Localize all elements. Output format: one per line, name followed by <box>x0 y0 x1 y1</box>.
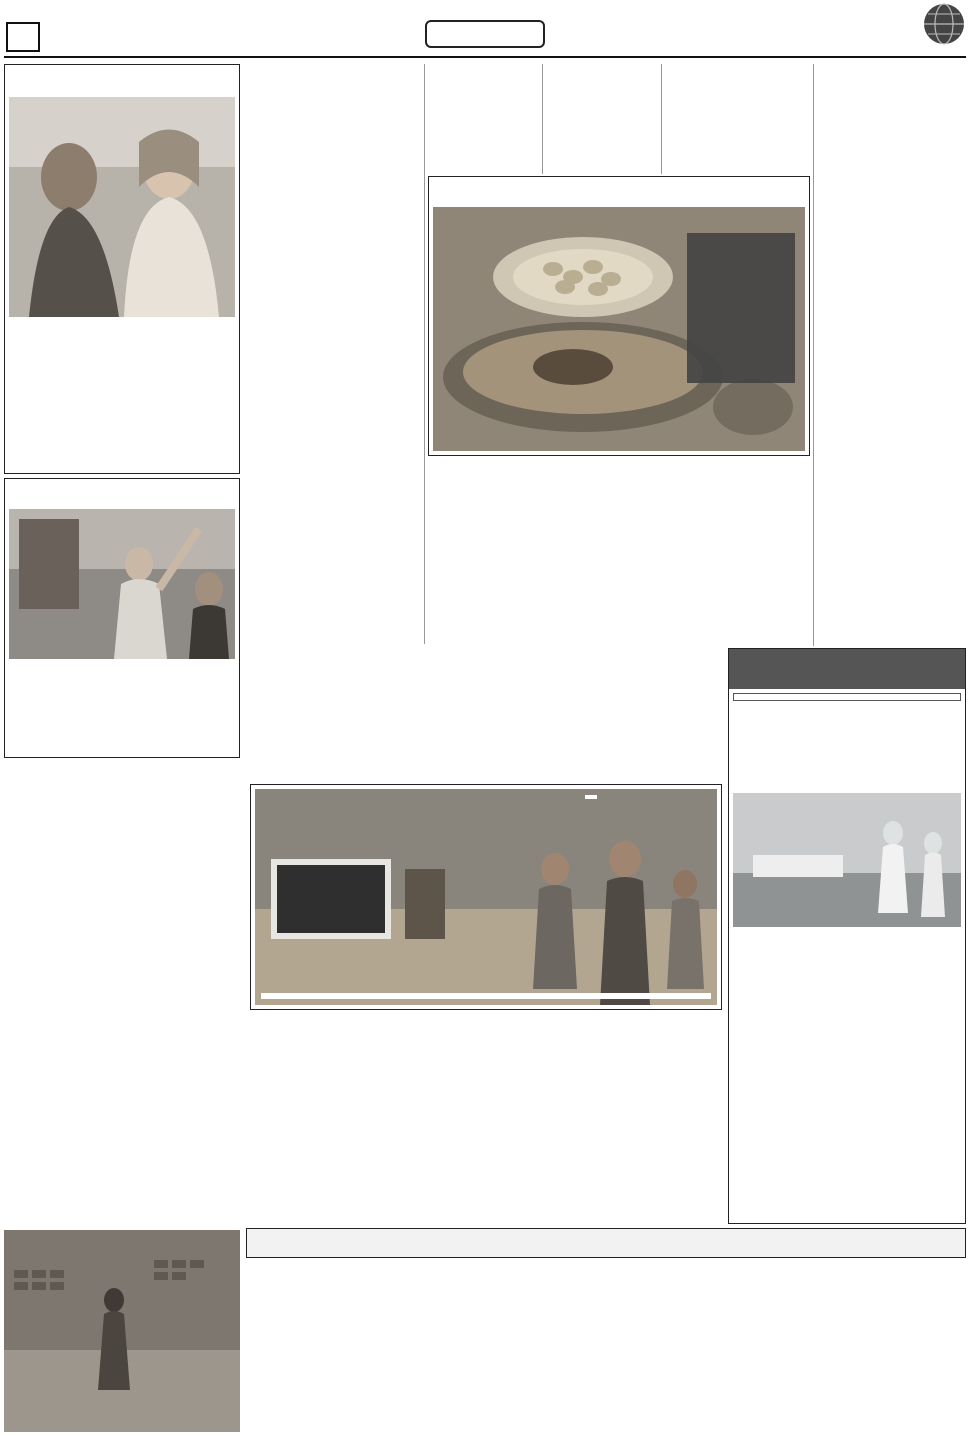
covid-text-1 <box>851 715 959 789</box>
education-title <box>585 795 597 799</box>
covid-box <box>728 648 966 1224</box>
workers-title-bar <box>246 1228 966 1258</box>
newspaper-logo <box>848 2 966 54</box>
covid-title-bar <box>729 649 965 689</box>
film19-box <box>4 64 240 474</box>
cinema-text <box>4 768 240 1028</box>
covid-subtitle <box>733 693 961 701</box>
education-caption <box>261 993 711 999</box>
covid-photo <box>733 793 961 927</box>
abgoosht-mid-col-1 <box>713 460 810 600</box>
abgoosht-callout <box>687 233 795 383</box>
abgoosht-col-1 <box>665 64 809 174</box>
masthead <box>0 0 970 58</box>
education-text-above <box>246 648 722 780</box>
workers-photo <box>4 1230 240 1432</box>
covid-text-3 <box>735 931 959 1219</box>
abgoosht-feature <box>428 176 810 456</box>
abgoosht-photo <box>433 207 805 451</box>
film19-text <box>11 321 235 469</box>
abgoosht-col-2 <box>546 64 658 174</box>
paradise-text <box>11 663 235 755</box>
paradise-box <box>4 478 240 758</box>
paradise-photo <box>9 509 235 659</box>
education-feature <box>250 784 722 1010</box>
page-number <box>6 22 40 52</box>
section-tab <box>425 20 545 48</box>
film19-photo <box>9 97 235 317</box>
abgoosht-mid-col-2 <box>596 460 708 600</box>
workers-text <box>246 1262 966 1432</box>
covid-text-2 <box>735 715 843 789</box>
education-photo <box>255 789 717 1005</box>
education-text-below <box>246 1014 722 1214</box>
abgoosht-mid-col-3 <box>480 460 592 600</box>
abgoosht-col-3 <box>428 64 540 174</box>
globe-icon <box>922 2 966 46</box>
abgoosht-right-lower <box>814 470 964 646</box>
covid-title <box>729 649 965 665</box>
abgoosht-long-col <box>246 64 420 644</box>
header-rule <box>4 56 966 58</box>
